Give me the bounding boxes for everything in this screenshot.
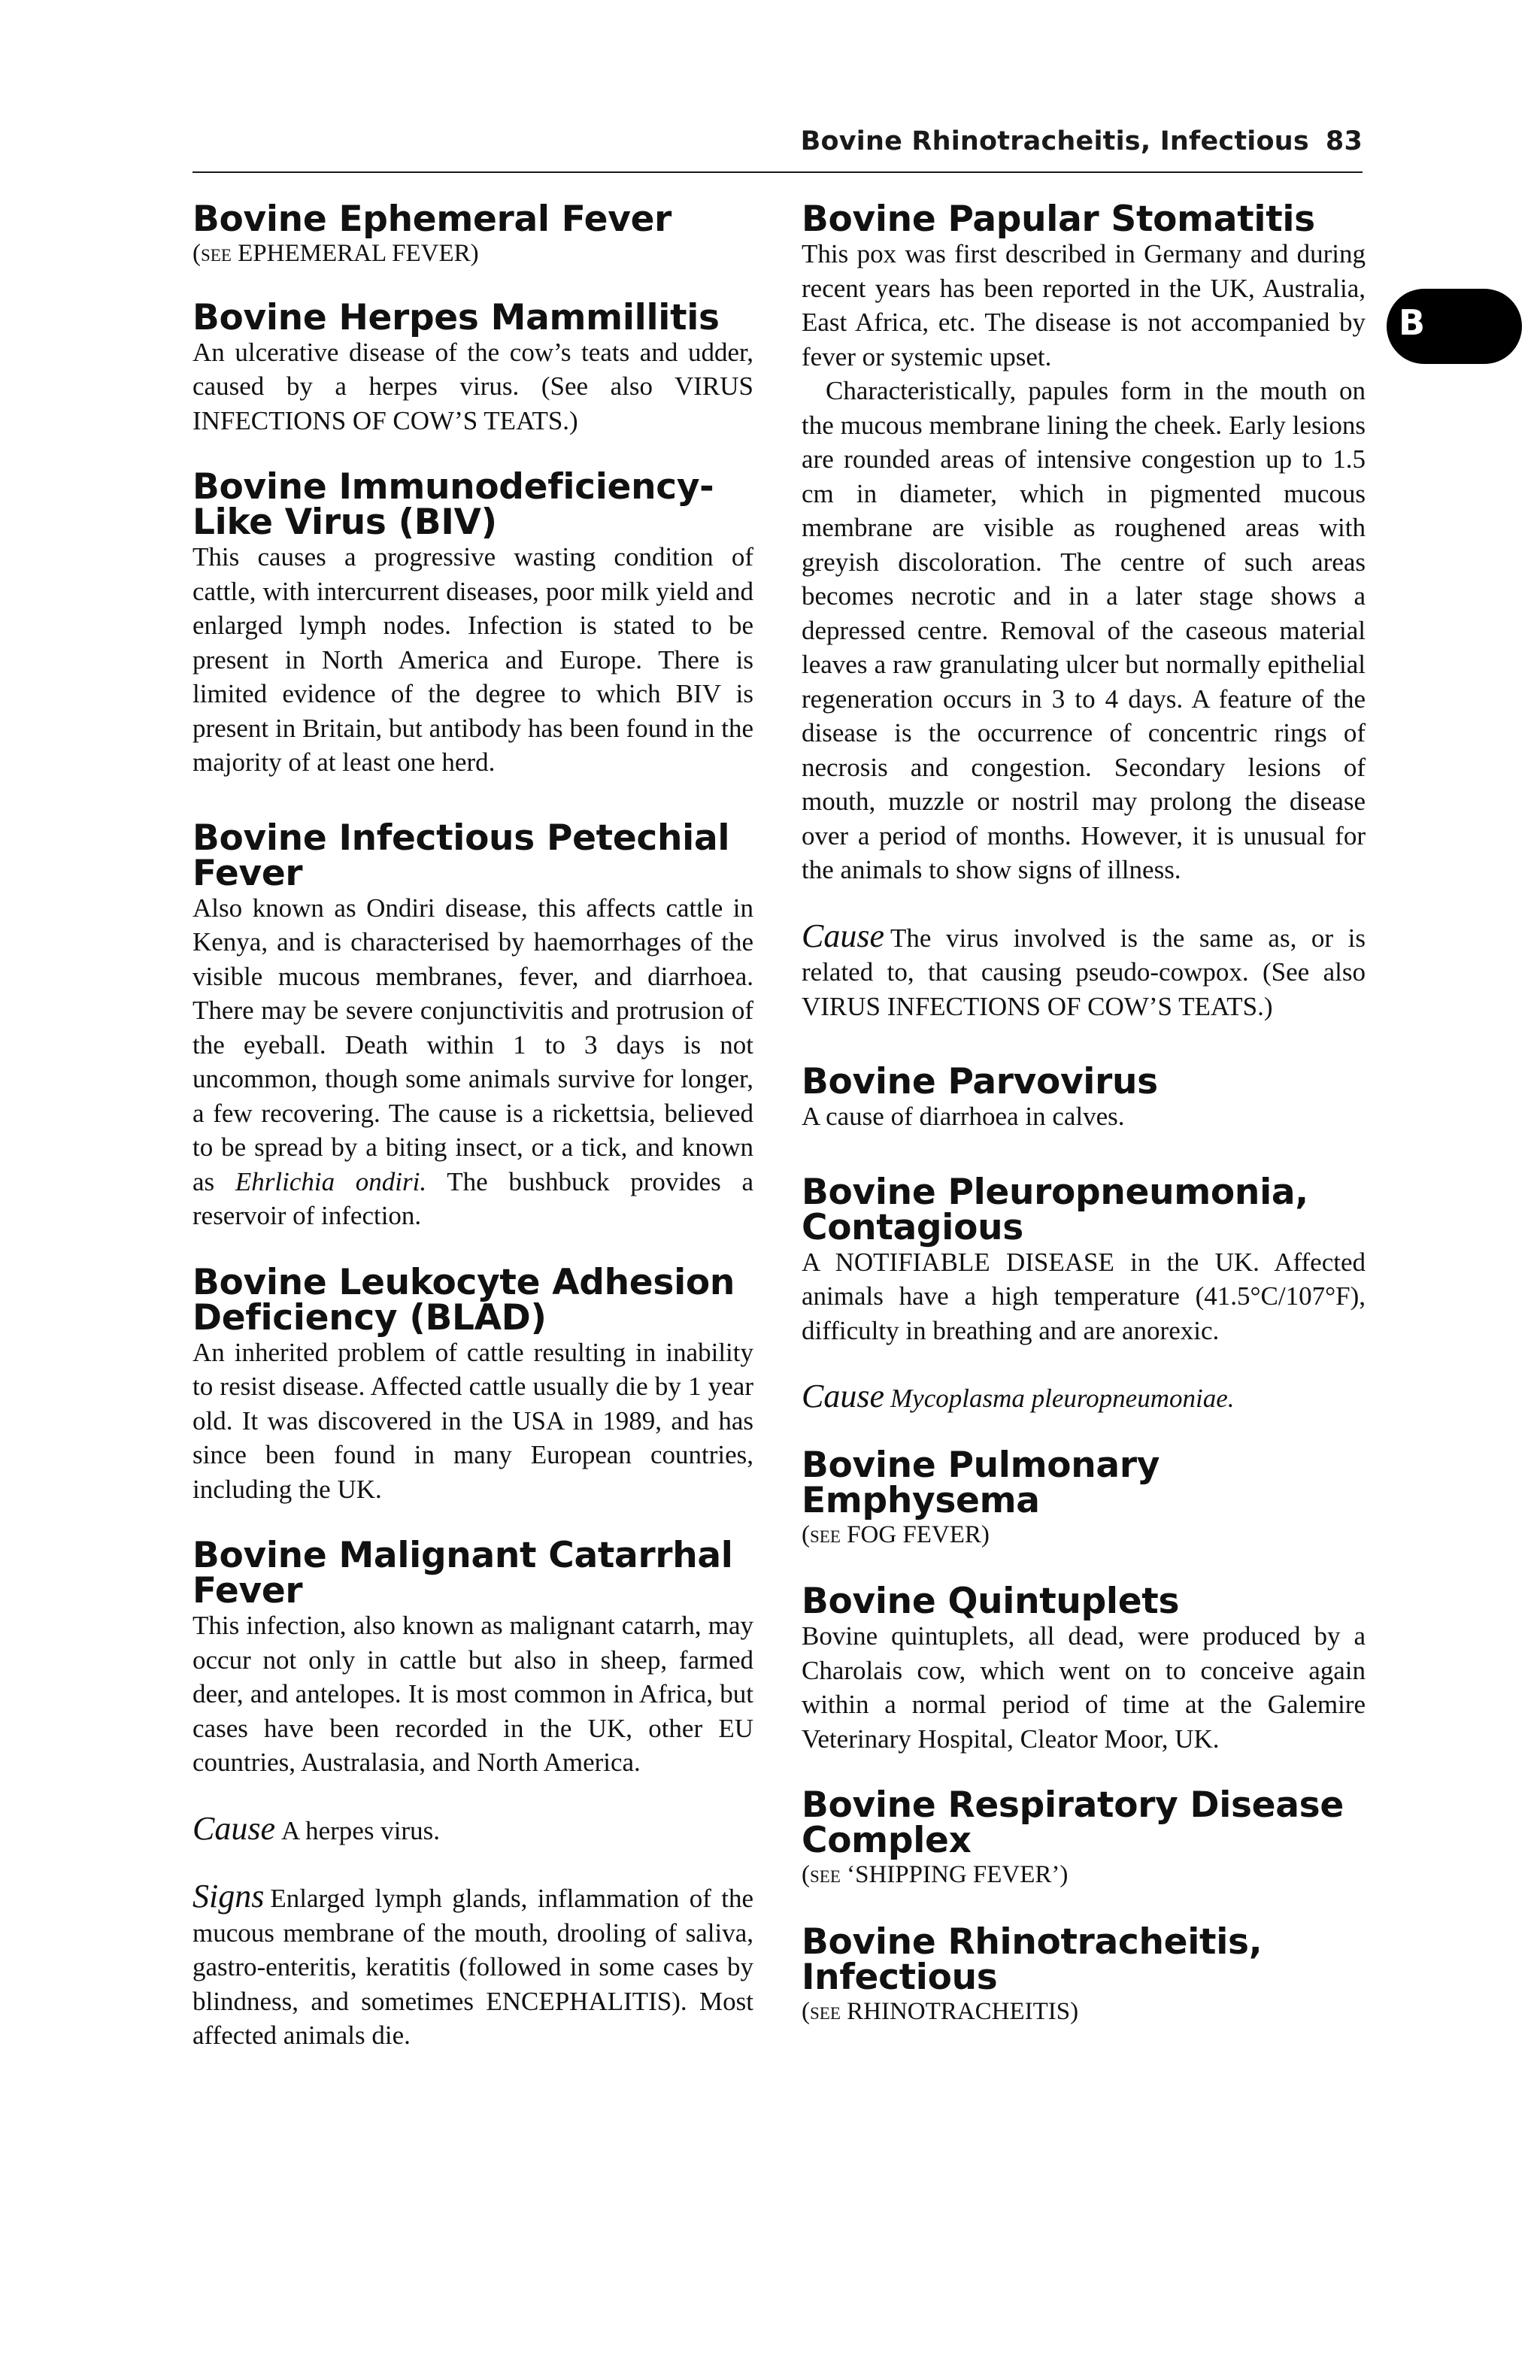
species-name: Ehrlichia ondiri. xyxy=(235,1166,427,1196)
entry-body: This infection, also known as malignant catarrh, may occur not only in cattle but also in sheep, farmed deer, and antelopes. It is most common in Africa, but cases have been recorded in the UK, other EU countries, Australasia, and North America. xyxy=(192,1611,753,1777)
entry-see: (see RHINOTRACHEITIS) xyxy=(802,1997,1079,2025)
entry-heading: Bovine Quintuplets xyxy=(802,1581,1180,1622)
entry-heading: Bovine Herpes Mammillitis xyxy=(192,296,720,338)
header-rule xyxy=(192,171,1363,173)
entry-heading: Bovine Parvovirus xyxy=(802,1061,1158,1102)
entry-see: (see ‘SHIPPING FEVER’) xyxy=(802,1861,1069,1888)
entry-heading: Bovine Malignant Catarrhal Fever xyxy=(192,1535,733,1611)
species-name: Mycoplasma pleuropneumoniae. xyxy=(890,1384,1235,1413)
cause-para: Cause The virus involved is the same as, or is related to, that causing pseudo-cowpox. (See also VIRUS INFECTIONS OF COW’S TEATS.) xyxy=(802,917,1366,1021)
signs-para: Signs Enlarged lymph glands, inflammation of the mucous membrane of the mouth, drooling of saliva, gastro-enteritis, keratitis (followed in some cases by blindness, and sometimes ENCEPHALITIS). Most affected animals die. xyxy=(192,1878,753,2050)
cause-para: Cause A herpes virus. xyxy=(192,1809,440,1847)
entry-body: Characteristically, papules form in the mouth on the mucous membrane lining the cheek. Early lesions are rounded areas of intensive congestion up to 1.5 cm in diameter, which in pigmented mucous membrane are visible as roughened areas with greyish discoloration. The centre of such areas becomes necrotic and in a later stage shows a depressed centre. Removal of the caseous material leaves a raw granulating ulcer but normally epithelial regeneration occurs in 3 to 4 days. A feature of the disease is the occurrence of concentric rings of necrosis and congestion. Secondary lesions of mouth, muzzle or nostril may prolong the disease over a period of months. However, it is unusual for the animals to show signs of illness. xyxy=(802,376,1366,884)
running-head xyxy=(752,126,1363,156)
section-tab xyxy=(1387,289,1522,364)
running-title: Bovine Rhinotracheitis, Infectious xyxy=(800,126,1309,156)
entry-heading: Bovine Immunodeficiency-Like Virus (BIV) xyxy=(192,466,714,543)
entry-heading: Bovine Ephemeral Fever xyxy=(192,199,672,240)
entry-body: An inherited problem of cattle resulting in inability to resist disease. Affected cattle usually die by 1 year old. It was discovered in the USA in 1989, and has since been found in many European countries, including the UK. xyxy=(192,1337,753,1504)
entry-heading: Bovine Papular Stomatitis xyxy=(802,199,1315,240)
section-tab-letter: B xyxy=(1399,302,1426,343)
page-number: 83 xyxy=(1325,126,1363,156)
entry-body: Also known as Ondiri disease, this affects cattle in Kenya, and is characterised by haemorrhages of the visible mucous membranes, fever, and diarrhoea. There may be severe conjunctivitis and protrusion of the eyeball. Death within 1 to 3 days is not uncommon, though some animals survive for longer, a few recovering. The cause is a rickettsia, believed to be spread by a biting insect, or a tick, and known as Ehrlichia ondiri. The bushbuck provides a reservoir of infection. xyxy=(192,893,754,1230)
entry-heading: Bovine Pulmonary Emphysema xyxy=(802,1444,1160,1521)
entry-body: A cause of diarrhoea in calves. xyxy=(802,1102,1125,1131)
signs-label: Signs xyxy=(192,1878,265,1915)
entry-body: A NOTIFIABLE DISEASE in the UK. Affected animals have a high temperature (41.5°C/107°F), difficulty in breathing and are anorexic. xyxy=(802,1247,1366,1345)
cause-label: Cause xyxy=(802,1378,884,1414)
cause-label: Cause xyxy=(802,917,884,954)
entry-see: (see EPHEMERAL FEVER) xyxy=(192,240,479,267)
entry-heading: Bovine Leukocyte Adhesion Deficiency (BLAD) xyxy=(192,1261,735,1339)
right-column xyxy=(802,199,1366,2029)
entry-heading: Bovine Rhinotracheitis, Infectious xyxy=(802,1921,1263,1998)
left-column xyxy=(192,199,754,2053)
entry-see: (see FOG FEVER) xyxy=(802,1520,990,1548)
entry-body: Bovine quintuplets, all dead, were produced by a Charolais cow, which went on to conceive again within a normal period of time at the Galemire Veterinary Hospital, Cleator Moor, UK. xyxy=(802,1621,1366,1754)
cause-label: Cause xyxy=(192,1809,275,1847)
entry-heading: Bovine Pleuropneumonia, Contagious xyxy=(802,1171,1308,1248)
entry-body: This causes a progressive wasting condition of cattle, with intercurrent diseases, poor milk yield and enlarged lymph nodes. Infection is stated to be present in North America and Europe. There is limited evidence of the degree to which BIV is present in Britain, but antibody has been found in the majority of at least one herd. xyxy=(192,542,753,777)
entry-heading: Bovine Respiratory Disease Complex xyxy=(802,1784,1344,1861)
entry-body: This pox was first described in Germany and during recent years has been reported in the UK, Australia, East Africa, etc. The disease is not accompanied by fever or systemic upset. xyxy=(802,239,1366,371)
cause-para xyxy=(802,1379,1366,1416)
entry-body: An ulcerative disease of the cow’s teats and udder, caused by a herpes virus. (See also VIRUS INFECTIONS OF COW’S TEATS.) xyxy=(192,337,753,435)
entry-heading: Bovine Infectious Petechial Fever xyxy=(192,817,730,894)
